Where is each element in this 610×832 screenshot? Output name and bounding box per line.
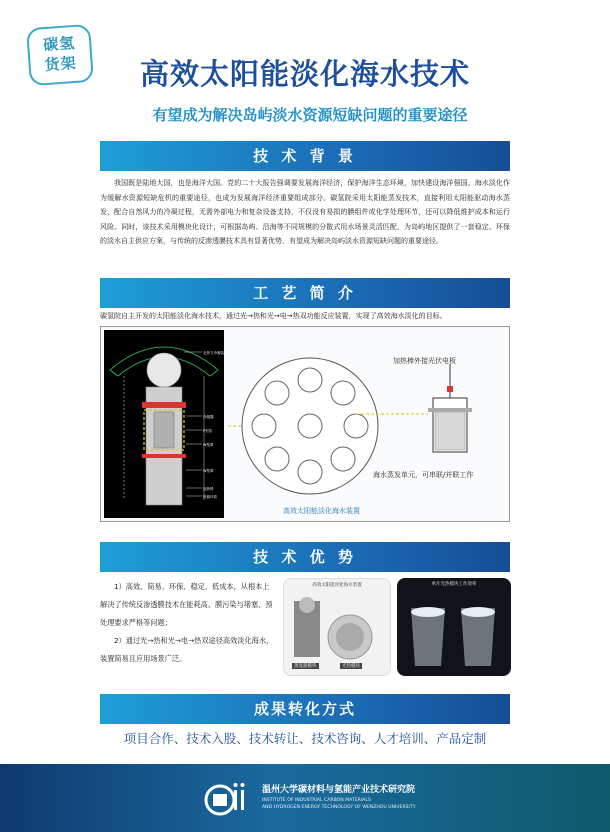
page-subtitle: 有望成为解决岛屿淡水资源短缺问题的重要途径 [152, 106, 468, 124]
left-label-4: W型罩 [203, 469, 214, 473]
background-paragraph: 我国既是陆地大国，也是海洋大国。党的二十大报告强调要发展海洋经济，保护海洋生态环境，加快建设海洋强国。海水淡化作为缓解水资源短缺危机的重要途径，也成为发展海洋经济重要组成部分。碳氢院采用太阳能蒸发技术，直接利用太阳能驱动海水蒸发，配合自然风力的冷凝过程，无需外部电力和复杂设备支持，不仅没有易损的膜组件或化学处理环节，还可以降低维护成本和运行风险。同时，该技术采用模块化设计，可根据岛屿、沿海等不同规模的分散式用水场景灵活匹配，为岛屿地区提供了一套稳定、环保的淡水自主供应方案，与传统的反渗透膜技术具有显著优势，有望成为解决岛屿淡水资源短缺问题的重要途径。 [100, 179, 510, 246]
device-cross-section-diagram [104, 330, 228, 518]
advantages-photos [283, 578, 511, 676]
brand-logo [26, 24, 94, 86]
process-intro: 碳氢院自主开发的太阳能淡化海水技术，通过光→热和光→电→热双功能反应装置，实现了高效海水淡化的目标。 [100, 312, 447, 320]
device-label: 高效太阳能淡化海水装置 [283, 507, 360, 515]
section-heading-background: 技 术 背 景 [100, 141, 510, 171]
efficiency-photo-art [397, 578, 511, 676]
left-label-2: P型泵 [203, 429, 213, 433]
logo-line1: 碳氢 [42, 33, 76, 55]
left-label-6: 热循环管 [203, 495, 217, 499]
left-label-1: 冷凝器 [203, 415, 214, 419]
institute-logo-icon [200, 776, 252, 820]
pv-heater-label: 加热棒外接光伏电板 [393, 357, 456, 365]
footer [0, 764, 610, 832]
page-title: 高效太阳能淡化海水技术 [139, 57, 470, 91]
device-photo-caption: 高效太阳能淡化海水装置 [312, 583, 362, 588]
left-label-0: 无热力冷凝装置 [203, 351, 228, 355]
transfer-modes: 项目合作、技术入股、技术转让、技术咨询、人才培训、产品定制 [123, 731, 487, 746]
cross-section-svg [104, 330, 228, 518]
evaporation-unit-label: 海水蒸发单元，可串联/并联工作 [373, 471, 474, 479]
photo-tag-photothermal: 光热模块 [342, 664, 360, 669]
section-heading-transfer: 成果转化方式 [100, 694, 510, 724]
institute-name-en-line2: AND HYDROGEN ENERGY TECHNOLOGY OF WENZHOU UNIVERSITY [262, 805, 416, 810]
section-heading-advantages: 技 术 优 势 [100, 542, 510, 572]
institute-name-en [262, 797, 416, 811]
logo-line2: 货架 [44, 53, 78, 75]
process-diagram [100, 326, 510, 522]
section-heading-process: 工 艺 简 介 [100, 278, 510, 308]
efficiency-photo [397, 578, 511, 676]
module-array-svg [228, 330, 508, 518]
left-label-3: W型罩 [203, 443, 214, 447]
efficiency-photo-caption: 单片光热模块工作效率 [431, 582, 477, 587]
device-photo [283, 578, 391, 676]
advantages-list [100, 578, 276, 668]
advantage-item-1: 1）高效、简易、环保、稳定、低成本，从根本上解决了传统反渗透膜技术在能耗高、膜污染与堵塞、预处理要求严格等问题； [100, 582, 273, 627]
advantage-item-2: 2）通过光→热和光→电→热双途径高效淡化海水，装置简易且应用场景广泛。 [100, 636, 274, 663]
institute-name-cn: 温州大学碳材料与氢能产业技术研究院 [262, 785, 416, 795]
left-label-5: 加热棒 [203, 487, 214, 491]
photo-tag-evaporator: 蒸发器模块 [294, 664, 317, 669]
process-right-panel [228, 330, 508, 518]
institute-name-en-line1: INSTITUTE OF INDUSTRIAL CARBON MATERIALS [262, 798, 371, 803]
